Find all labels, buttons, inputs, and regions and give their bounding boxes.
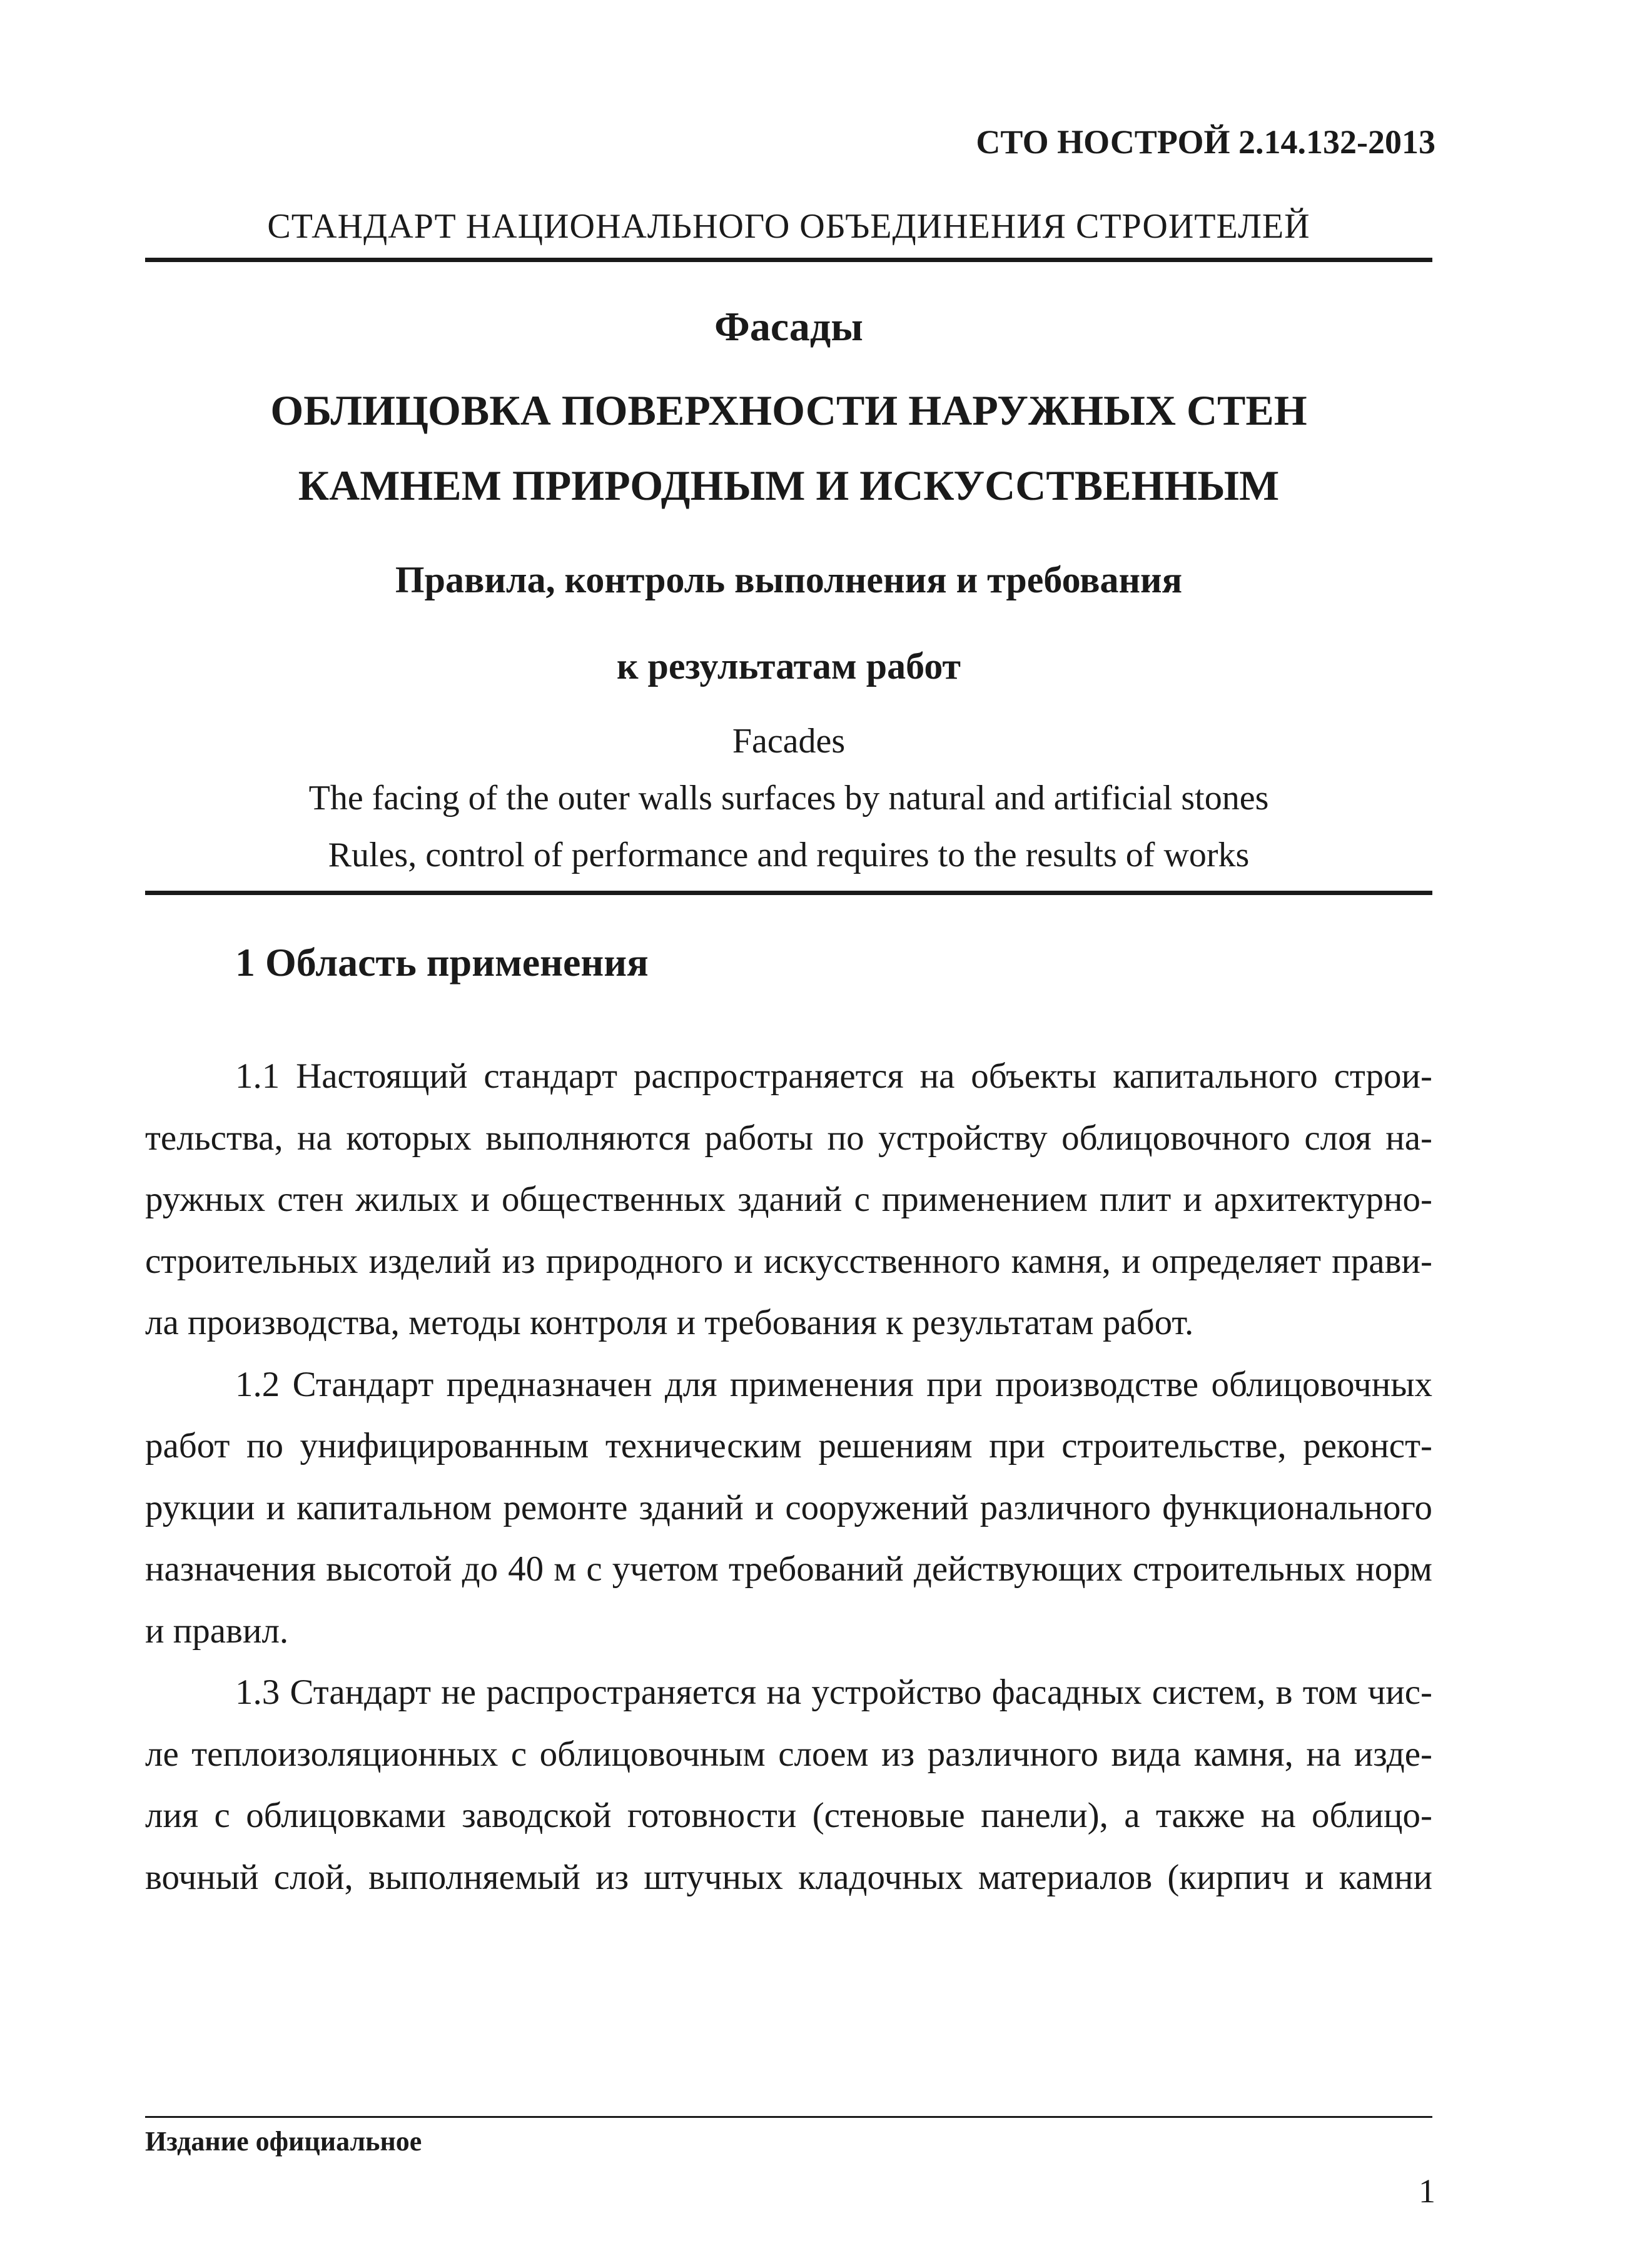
subtitle-line-2: к результатам работ bbox=[616, 645, 961, 687]
paragraph-1-1 bbox=[145, 1046, 1432, 1354]
footer-divider bbox=[145, 2116, 1432, 2118]
text-line: назначения высотой до 40 м с учетом требований действующих строительных норм bbox=[145, 1549, 1432, 1589]
title-divider bbox=[145, 891, 1432, 895]
english-title bbox=[145, 713, 1432, 884]
text-line: ле теплоизоляционных с облицовочным слоем из различного вида камня, на изде- bbox=[145, 1734, 1432, 1774]
standard-code: СТО НОСТРОЙ 2.14.132-2013 bbox=[976, 123, 1435, 161]
top-divider bbox=[145, 258, 1432, 262]
edition-label: Издание официальное bbox=[145, 2126, 422, 2157]
text-line: тельства, на которых выполняются работы по устройству облицовочного слоя на- bbox=[145, 1118, 1432, 1158]
text-line: ружных стен жилых и общественных зданий с применением плит и архитектурно- bbox=[145, 1180, 1432, 1219]
page-number: 1 bbox=[1419, 2172, 1435, 2210]
english-title-line-3: Rules, control of performance and requires to the results of works bbox=[328, 836, 1250, 874]
paragraph-1-3 bbox=[145, 1662, 1432, 1908]
main-title-line-2: КАМНЕМ ПРИРОДНЫМ И ИСКУССТВЕННЫМ bbox=[298, 462, 1280, 509]
section-body bbox=[145, 1046, 1432, 1908]
text-line: работ по унифицированным техническим решениям при строительстве, реконст- bbox=[145, 1426, 1432, 1466]
text-line: ла производства, методы контроля и требования к результатам работ. bbox=[145, 1303, 1194, 1342]
main-title-line-1: ОБЛИЦОВКА ПОВЕРХНОСТИ НАРУЖНЫХ СТЕН bbox=[270, 387, 1307, 434]
text-line: 1.3 Стандарт не распространяется на устройство фасадных систем, в том чис- bbox=[235, 1673, 1432, 1712]
text-line: 1.2 Стандарт предназначен для применения при производстве облицовочных bbox=[235, 1364, 1432, 1404]
paragraph-1-2 bbox=[145, 1354, 1432, 1663]
text-line: лия с облицовками заводской готовности (стеновые панели), а также на облицо- bbox=[145, 1796, 1432, 1835]
text-line: 1.1 Настоящий стандарт распространяется на объекты капитального строи- bbox=[235, 1056, 1432, 1096]
text-line: и правил. bbox=[145, 1611, 289, 1651]
main-title bbox=[145, 373, 1432, 523]
text-line: рукции и капитальном ремонте зданий и сооружений различного функционального bbox=[145, 1487, 1432, 1527]
subtitle bbox=[145, 537, 1432, 709]
organization-title: СТАНДАРТ НАЦИОНАЛЬНОГО ОБЪЕДИНЕНИЯ СТРОИТЕЛЕЙ bbox=[267, 207, 1310, 246]
text-line: вочный слой, выполняемый из штучных кладочных материалов (кирпич и камни bbox=[145, 1857, 1432, 1897]
english-title-line-1: Facades bbox=[732, 722, 846, 761]
subtitle-line-1: Правила, контроль выполнения и требования bbox=[395, 559, 1183, 600]
category-title: Фасады bbox=[714, 304, 863, 350]
text-line: строительных изделий из природного и искусственного камня, и определяет прави- bbox=[145, 1241, 1432, 1281]
english-title-line-2: The facing of the outer walls surfaces by natural and artificial stones bbox=[308, 779, 1269, 818]
section-heading: 1 Область применения bbox=[235, 940, 649, 985]
